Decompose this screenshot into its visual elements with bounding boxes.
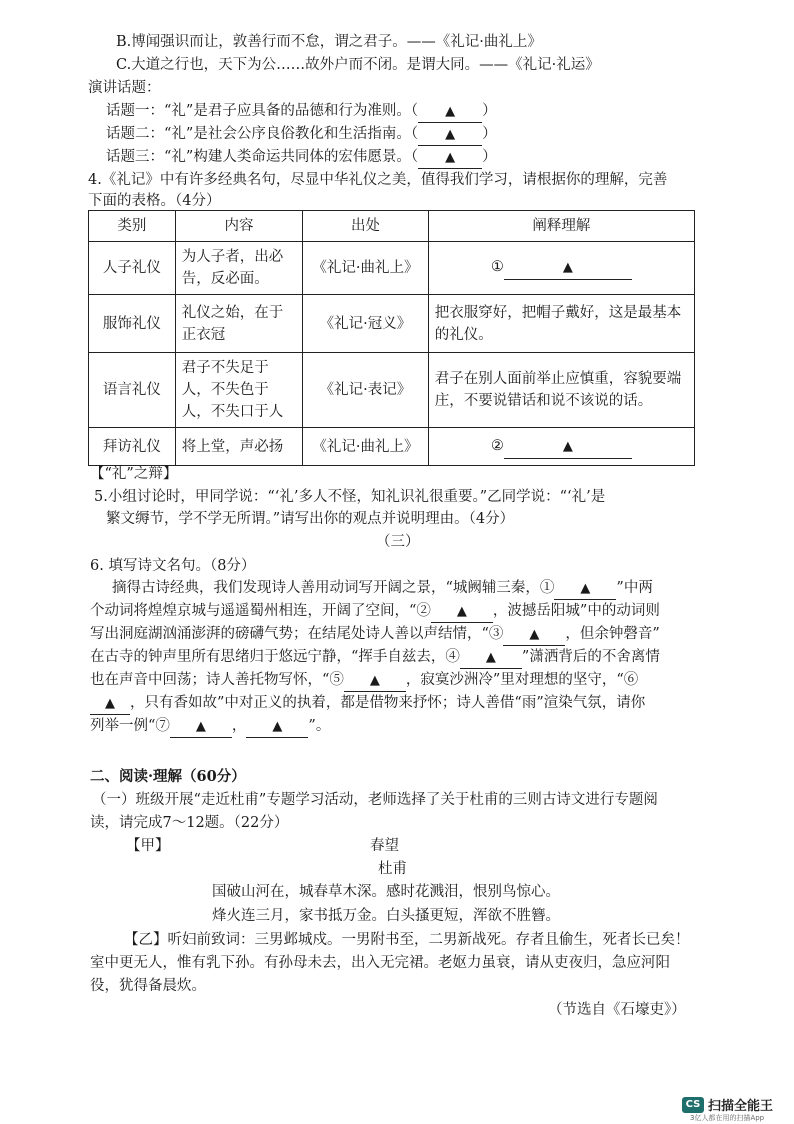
answer-marker: ▲ xyxy=(272,719,283,734)
q6-line7: 列举一例“⑦ ▲ ， ▲ ”。 xyxy=(90,716,330,738)
q6-line2: 个动词将煌煌京城与遥遥蜀州相连，开阔了空间，“② ▲ ，波撼岳阳城”中的动词则 xyxy=(90,601,660,623)
poem-line-2: 烽火连三月，家书抵万金。白头搔更短，浑欲不胜簪。 xyxy=(212,908,560,924)
answer-marker: ▲ xyxy=(562,260,573,275)
answer-marker: ▲ xyxy=(529,627,540,642)
q6-line5: 也在声音中回荡；诗人善托物写怀，“⑤ ▲ ，寂寞沙洲冷”里对理想的坚守，“⑥ xyxy=(90,670,638,692)
answer-marker: ▲ xyxy=(562,438,573,454)
q6-line3: 写出洞庭湖汹涌澎湃的磅礴气势；在结尾处诗人善以声结情，“③ ▲ ，但余钟磬音” xyxy=(90,624,660,646)
debate-heading: 【“礼”之辩】 xyxy=(90,466,178,482)
q4-line2: 下面的表格。（4分） xyxy=(88,193,221,209)
row-explain-blank[interactable]: ② ▲ xyxy=(428,428,694,466)
table-row xyxy=(89,353,695,428)
answer-marker: ▲ xyxy=(445,150,456,165)
header-source: 出处 xyxy=(303,211,428,242)
poem-title: 春望 xyxy=(370,838,399,854)
q4-line1: 4.《礼记》中有许多经典名句，尽显中华礼仪之美，值得我们学习，请根据你的理解，完善 xyxy=(88,172,668,188)
header-content: 内容 xyxy=(175,211,303,242)
row-content: 为人子者，出必告，反必面。 xyxy=(175,242,303,295)
q5-line1: 5.小组讨论时，甲同学说：“‘礼’多人不怪，知礼识礼很重要。”乙同学说：“‘礼’是 xyxy=(94,489,606,505)
table-header-row xyxy=(89,211,695,242)
scanner-brand: 扫描全能王 xyxy=(708,1099,774,1114)
poem-author: 杜甫 xyxy=(378,861,407,877)
row-explain: 把衣服穿好，把帽子戴好，这是最基本的礼仪。 xyxy=(428,295,694,353)
row-category: 语言礼仪 xyxy=(89,353,176,428)
reading-intro-2: 读，请完成7～12题。（22分） xyxy=(90,815,289,831)
row-source: 《礼记·表记》 xyxy=(303,353,428,428)
etiquette-table xyxy=(88,210,695,466)
header-explain: 阐释理解 xyxy=(428,211,694,242)
answer-marker: ▲ xyxy=(580,581,591,596)
scanner-tagline: 3亿人都在用的扫描App xyxy=(690,1114,765,1122)
table-row xyxy=(89,428,695,466)
scanner-logo: CS xyxy=(682,1097,704,1113)
option-c: C.大道之行也，天下为公……故外户而不闭。是谓大同。——《礼记·礼运》 xyxy=(116,57,600,73)
row-source: 《礼记·曲礼上》 xyxy=(303,428,428,466)
jia-label: 【甲】 xyxy=(126,838,170,854)
answer-marker: ▲ xyxy=(485,650,496,665)
yi-line-3: 役，犹得备晨炊。 xyxy=(90,978,206,994)
row-content: 礼仪之始，在于正衣冠 xyxy=(175,295,303,353)
row-category: 拜访礼仪 xyxy=(89,428,176,466)
answer-marker: ▲ xyxy=(369,673,380,688)
row-explain-blank[interactable]: ① ▲ xyxy=(428,242,694,295)
row-source: 《礼记·冠义》 xyxy=(303,295,428,353)
q6-line1: 摘得古诗经典，我们发现诗人善用动词写开阔之景，“城阙辅三秦，① ▲ ”中两 xyxy=(112,578,653,600)
q5-line2: 繁文缛节，学不学无所谓。”请写出你的观点并说明理由。（4分） xyxy=(106,511,515,527)
row-content: 将上堂，声必扬 xyxy=(175,428,303,466)
answer-marker: ▲ xyxy=(445,104,456,119)
table-row xyxy=(89,295,695,353)
q6-line4: 在古寺的钟声里所有思绪归于悠远宁静，“挥手自兹去，④ ▲ ”潇洒背后的不舍离情 xyxy=(90,647,660,669)
answer-marker: ▲ xyxy=(105,696,115,711)
yi-source: （节选自《石壕吏》） xyxy=(548,1002,686,1018)
q6-title: 6. 填写诗文名句。（8分） xyxy=(90,558,256,574)
section-three-heading: （三） xyxy=(376,534,420,550)
speech-heading: 演讲话题： xyxy=(88,80,161,96)
q6-line6: ▲ ，只有香如故”中对正义的执着，都是借物来抒怀；诗人善借“雨”渲染气氛，请你 xyxy=(90,693,645,715)
header-category: 类别 xyxy=(89,211,176,242)
speech-topic-3: 话题三：“礼”构建人类命运共同体的宏伟愿景。（ ▲ ） xyxy=(106,147,497,169)
reading-intro-1: （一）班级开展“走近杜甫”专题学习活动，老师选择了关于杜甫的三则古诗文进行专题阅 xyxy=(92,792,658,808)
yi-line-2: 室中更无人，惟有乳下孙。有孙母未去，出入无完裙。老妪力虽衰，请从吏夜归，急应河阳 xyxy=(90,955,670,971)
row-source: 《礼记·曲礼上》 xyxy=(303,242,428,295)
answer-marker: ▲ xyxy=(456,604,467,619)
speech-topic-2: 话题二：“礼”是社会公序良俗教化和生活指南。（ ▲ ） xyxy=(106,124,497,146)
row-explain: 君子在别人面前举止应慎重，容貌要端庄，不要说错话和说不该说的话。 xyxy=(428,353,694,428)
poem-line-1: 国破山河在，城春草木深。感时花溅泪，恨别鸟惊心。 xyxy=(212,884,560,900)
answer-marker: ▲ xyxy=(195,719,206,734)
reading-heading: 二、阅读·理解（60分） xyxy=(90,768,246,785)
answer-marker: ▲ xyxy=(445,127,456,142)
row-category: 人子礼仪 xyxy=(89,242,176,295)
row-content: 君子不失足于人，不失色于人，不失口于人 xyxy=(175,353,303,428)
row-category: 服饰礼仪 xyxy=(89,295,176,353)
yi-line-1: 【乙】听妇前致词：三男邺城戍。一男附书至，二男新战死。存者且偷生，死者长已矣！ xyxy=(124,932,690,948)
table-row xyxy=(89,242,695,295)
speech-topic-1: 话题一：“礼”是君子应具备的品德和行为准则。（ ▲ ） xyxy=(106,101,497,123)
option-b: B.博闻强识而让，敦善行而不怠，谓之君子。——《礼记·曲礼上》 xyxy=(116,34,542,50)
